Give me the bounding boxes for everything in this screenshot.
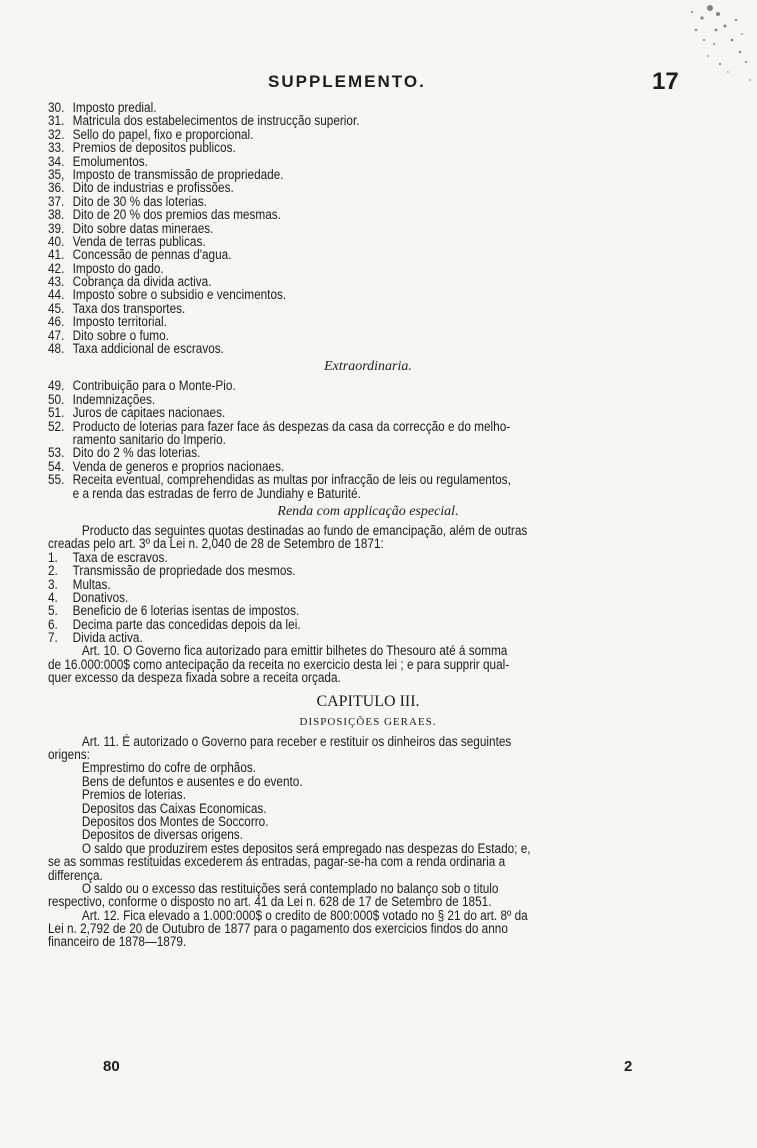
item-number: 46. bbox=[48, 314, 65, 330]
item-number: 43. bbox=[48, 274, 65, 290]
item-number: 55. bbox=[48, 472, 65, 488]
item-number: 35, bbox=[48, 166, 65, 182]
item-number: 50. bbox=[48, 391, 65, 407]
page-footer bbox=[0, 1058, 757, 1080]
item-text: Matricula dos estabelecimentos de instrucção superior. bbox=[72, 113, 360, 129]
item-text: Dito de industrias e profissões. bbox=[72, 180, 234, 196]
paragraph-text: respectivo, conforme o disposto no art. 41 da Lei n. 628 de 17 de Setembro de 1851. bbox=[48, 894, 492, 910]
intro-text: creadas pelo art. 3º da Lei n. 2,040 de 28 de Setembro de 1871: bbox=[48, 536, 384, 552]
ordinary-revenue-list bbox=[48, 101, 688, 355]
item-number: 37. bbox=[48, 193, 65, 209]
item-text: Producto de loterias para fazer face ás despezas da casa da correcção e do melho- bbox=[72, 418, 511, 434]
item-text: Sello do papel, fixo e proporcional. bbox=[72, 126, 254, 142]
item-number: 6. bbox=[48, 616, 58, 632]
item-number: 32. bbox=[48, 126, 65, 142]
item-text: Donativos. bbox=[72, 589, 129, 605]
item-text: Dito do 2 % das loterias. bbox=[72, 445, 201, 461]
paragraph-text: O saldo ou o excesso das restituições será contemplado no balanço sob o titulo bbox=[81, 880, 499, 896]
item-number: 38. bbox=[48, 207, 65, 223]
item-text: Dito sobre o fumo. bbox=[72, 327, 169, 343]
origin-item: Depositos de diversas origens. bbox=[81, 827, 243, 843]
chapter-subtitle: DISPOSIÇÕES GERAES. bbox=[299, 715, 437, 728]
item-text: Concessão de pennas d'agua. bbox=[72, 247, 232, 263]
item-text: Receita eventual, comprehendidas as multas por infracção de leis ou regulamentos, bbox=[72, 472, 511, 488]
art10-text: quer excesso da despeza fixada sobre a receita orçada. bbox=[48, 670, 341, 686]
item-text-continuation: e a renda das estradas de ferro de Jundiahy e Baturité. bbox=[72, 485, 361, 501]
item-text: Dito sobre datas mineraes. bbox=[72, 220, 214, 236]
intro-text: Producto das seguintes quotas destinadas ao fundo de emancipação, além de outras bbox=[81, 522, 528, 538]
item-number: 3. bbox=[48, 576, 58, 592]
item-text-continuation: ramento sanitario do Imperio. bbox=[72, 431, 226, 447]
signature-mark-right: 2 bbox=[624, 1058, 633, 1075]
item-number: 45. bbox=[48, 300, 65, 316]
item-number: 36. bbox=[48, 180, 65, 196]
item-number: 5. bbox=[48, 603, 58, 619]
item-number: 44. bbox=[48, 287, 65, 303]
item-number: 34. bbox=[48, 153, 65, 169]
item-number: 31. bbox=[48, 113, 65, 129]
item-number: 51. bbox=[48, 405, 65, 421]
item-text: Imposto do gado. bbox=[72, 260, 164, 276]
art12-text: Art. 12. Fica elevado a 1.000:000$ o credito de 800:000$ votado no § 21 do art. 8º da bbox=[81, 907, 528, 923]
item-number: 40. bbox=[48, 233, 65, 249]
item-text: Transmissão de propriedade dos mesmos. bbox=[72, 563, 296, 579]
page-number: 17 bbox=[652, 68, 679, 95]
item-text: Venda de generos e proprios nacionaes. bbox=[72, 458, 285, 474]
item-number: 4. bbox=[48, 589, 58, 605]
section-heading-renda-especial: Renda com applicação especial. bbox=[277, 503, 459, 519]
item-text: Imposto de transmissão de propriedade. bbox=[72, 166, 284, 182]
item-number: 7. bbox=[48, 630, 58, 646]
item-text: Taxa dos transportes. bbox=[72, 300, 186, 316]
item-number: 42. bbox=[48, 260, 65, 276]
item-text: Divida activa. bbox=[72, 630, 143, 646]
extraordinary-revenue-list bbox=[48, 379, 688, 500]
paragraph-text: O saldo que produzirem estes depositos será empregado nas despezas do Estado; e, bbox=[81, 840, 531, 856]
item-number: 41. bbox=[48, 247, 65, 263]
item-text: Premios de depositos publicos. bbox=[72, 140, 236, 156]
item-number: 1. bbox=[48, 549, 58, 565]
running-title: SUPPLEMENTO. bbox=[268, 72, 426, 91]
item-number: 53. bbox=[48, 445, 65, 461]
art10-text: de 16.000:000$ como antecipação da receita no exercicio desta lei ; e para supprir qual- bbox=[48, 656, 510, 672]
item-text: Cobrança da divida activa. bbox=[72, 274, 212, 290]
item-text: Emolumentos. bbox=[72, 153, 148, 169]
page-header bbox=[0, 68, 757, 100]
item-number: 52. bbox=[48, 418, 65, 434]
item-text: Juros de capitaes nacionaes. bbox=[72, 405, 226, 421]
origin-item: Emprestimo do cofre de orphãos. bbox=[81, 760, 257, 776]
item-text: Dito de 30 % das loterias. bbox=[72, 193, 207, 209]
origin-item: Bens de defuntos e ausentes e do evento. bbox=[81, 773, 303, 789]
origin-item: Depositos das Caixas Economicas. bbox=[81, 800, 267, 816]
special-revenue-section bbox=[48, 524, 688, 685]
art11-text: Art. 11. É autorizado o Governo para receber e restituir os dinheiros das seguintes bbox=[81, 733, 512, 749]
item-number: 33. bbox=[48, 140, 65, 156]
paragraph-text: differença. bbox=[48, 867, 103, 883]
document-body bbox=[48, 101, 688, 949]
origin-item: Depositos dos Montes de Soccorro. bbox=[81, 813, 269, 829]
item-number: 2. bbox=[48, 563, 58, 579]
item-number: 47. bbox=[48, 327, 65, 343]
item-text: Imposto territorial. bbox=[72, 314, 167, 330]
item-text: Decima parte das concedidas depois da lei. bbox=[72, 616, 301, 632]
art10-text: Art. 10. O Governo fica autorizado para emittir bilhetes do Thesouro até á somma bbox=[81, 643, 508, 659]
item-text: Contribuição para o Monte-Pio. bbox=[72, 378, 236, 394]
paragraph-text: se as sommas restituidas excederem ás entradas, pagar-se-ha com a renda ordinaria a bbox=[48, 854, 506, 870]
art12-text: financeiro de 1878—1879. bbox=[48, 934, 187, 950]
art11-text: origens: bbox=[48, 747, 90, 763]
item-text: Beneficio de 6 loterias isentas de impostos. bbox=[72, 603, 300, 619]
item-text: Taxa de escravos. bbox=[72, 549, 168, 565]
item-number: 54. bbox=[48, 458, 65, 474]
item-text: Venda de terras publicas. bbox=[72, 233, 206, 249]
origin-item: Premios de loterias. bbox=[81, 787, 186, 803]
item-number: 39. bbox=[48, 220, 65, 236]
item-text: Multas. bbox=[72, 576, 111, 592]
item-text: Taxa addicional de escravos. bbox=[72, 341, 224, 357]
art12-text: Lei n. 2,792 de 20 de Outubro de 1877 para o pagamento dos exercicios findos do anno bbox=[48, 921, 508, 937]
item-text: Imposto sobre o subsidio e vencimentos. bbox=[72, 287, 287, 303]
chapter-title: CAPITULO III. bbox=[316, 692, 420, 710]
item-text: Dito de 20 % dos premios das mesmas. bbox=[72, 207, 281, 223]
item-number: 49. bbox=[48, 378, 65, 394]
section-heading-extraordinaria: Extraordinaria. bbox=[324, 359, 412, 375]
signature-mark-left: 80 bbox=[103, 1058, 120, 1075]
item-number: 30. bbox=[48, 100, 65, 115]
item-text: Indemnizações. bbox=[72, 391, 156, 407]
chapter-body bbox=[48, 735, 688, 949]
item-text: Imposto predial. bbox=[72, 100, 157, 115]
item-number: 48. bbox=[48, 341, 65, 357]
